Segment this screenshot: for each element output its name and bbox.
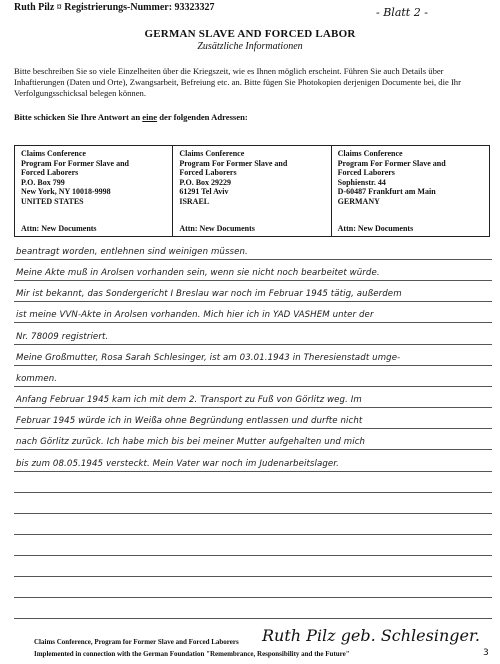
ruled-line <box>14 471 492 472</box>
footer-line-1: Claims Conference, Program for Former Slave and Forced Laborers <box>34 638 239 646</box>
address-line: ISRAEL <box>179 196 210 206</box>
form-subtitle: Zusätzliche Informationen <box>197 41 303 52</box>
instruction-emphasis: eine <box>142 112 158 122</box>
address-line: Program For Former Slave and <box>337 158 446 168</box>
address-attn: Attn: New Documents <box>21 224 97 234</box>
address-frankfurt <box>331 146 489 237</box>
address-line: GERMANY <box>337 196 380 206</box>
address-line: Program For Former Slave and <box>21 158 129 168</box>
ruled-line <box>14 259 492 260</box>
ruled-line <box>14 576 492 577</box>
address-line: P.O. Box 799 <box>21 177 65 187</box>
address-line: Claims Conference <box>179 149 245 158</box>
ruled-line <box>14 597 492 598</box>
instruction-pre: Bitte schicken Sie Ihre Antwort an <box>14 112 143 122</box>
ruled-line <box>14 513 492 514</box>
address-line: D-60487 Frankfurt am Main <box>337 187 436 197</box>
handwritten-line: bis zum 08.05.1945 versteckt. Mein Vater war noch im Judenarbeitslager. <box>16 459 339 469</box>
handwritten-line: nach Görlitz zurück. Ich habe mich bis bei meiner Mutter aufgehalten und mich <box>16 437 366 447</box>
handwritten-line: beantragt worden, entlehnen sind weinigen müssen. <box>16 247 248 257</box>
signature: Ruth Pilz geb. Schlesinger. <box>262 626 480 645</box>
handwritten-line: Anfang Februar 1945 kam ich mit dem 2. Transport zu Fuß von Görlitz weg. Im <box>16 395 362 405</box>
address-line: Forced Laborers <box>337 168 395 178</box>
address-new-york <box>15 146 173 237</box>
address-attn: Attn: New Documents <box>179 224 255 234</box>
page-number: 3 <box>483 648 489 658</box>
address-line: Program For Former Slave and <box>179 158 288 168</box>
page-mark: - Blatt 2 - <box>376 6 428 19</box>
handwritten-line: Mir ist bekannt, das Sondergericht I Breslau war noch im Februar 1945 tätig, außerdem <box>16 289 402 299</box>
address-line: Claims Conference <box>21 149 86 158</box>
ruled-line <box>14 386 492 387</box>
intro-paragraph: Bitte beschreiben Sie so viele Einzelheiten über die Kriegszeit, wie es Ihnen möglich erscheint. Führen Sie auch Details über Inhaftierungen (Daten und Orte), Zwangsarbeit, Befreiung etc. an. Bitte fügen Sie Photokopien derjenigen Documente bei, die Ihr Verfolgungsschicksal belegen können. <box>14 66 461 98</box>
ruled-line <box>14 534 492 535</box>
handwritten-line: kommen. <box>16 374 58 384</box>
ruled-line <box>14 428 492 429</box>
handwritten-line: Meine Akte muß in Arolsen vorhanden sein, wenn sie nicht noch bearbeitet würde. <box>16 268 380 278</box>
address-line: New York, NY 10018-9998 <box>21 187 111 197</box>
address-line: Forced Laborers <box>179 168 237 178</box>
form-title: GERMAN SLAVE AND FORCED LABOR <box>144 28 356 40</box>
address-line: Sophienstr. 44 <box>337 177 386 187</box>
address-line: UNITED STATES <box>21 196 84 206</box>
ruled-line <box>14 280 492 281</box>
handwritten-line: Februar 1945 würde ich in Weißa ohne Begründung entlassen und durfte nicht <box>16 416 363 426</box>
ruled-line <box>14 322 492 323</box>
instruction-post: der folgenden Adressen: <box>157 112 248 122</box>
ruled-line <box>14 618 492 619</box>
address-line: 61291 Tel Aviv <box>179 187 229 197</box>
ruled-line <box>14 344 492 345</box>
address-line: Forced Laborers <box>21 168 79 178</box>
ruled-line <box>14 407 492 408</box>
handwritten-line: Nr. 78009 registriert. <box>16 332 109 342</box>
address-attn: Attn: New Documents <box>337 224 414 234</box>
instruction-line <box>14 112 486 122</box>
footer-line-2: Implemented in connection with the German Foundation "Remembrance, Responsibility and the Future" <box>34 650 350 658</box>
address-line: P.O. Box 29229 <box>179 177 232 187</box>
handwritten-line: ist meine VVN-Akte in Arolsen vorhanden. Mich hier ich in YAD VASHEM unter der <box>16 310 374 320</box>
address-line: Claims Conference <box>337 149 403 158</box>
ruled-line <box>14 301 492 302</box>
ruled-line <box>14 555 492 556</box>
address-tel-aviv <box>173 146 331 237</box>
ruled-line <box>14 492 492 493</box>
ruled-line <box>14 449 492 450</box>
handwritten-line: Meine Großmutter, Rosa Sarah Schlesinger, ist am 03.01.1943 in Theresienstadt umge- <box>16 353 401 363</box>
ruled-line <box>14 365 492 366</box>
registration-line: Ruth Pilz ¤ Registrierungs-Nummer: 93323327 <box>14 2 215 13</box>
address-table <box>14 145 490 237</box>
